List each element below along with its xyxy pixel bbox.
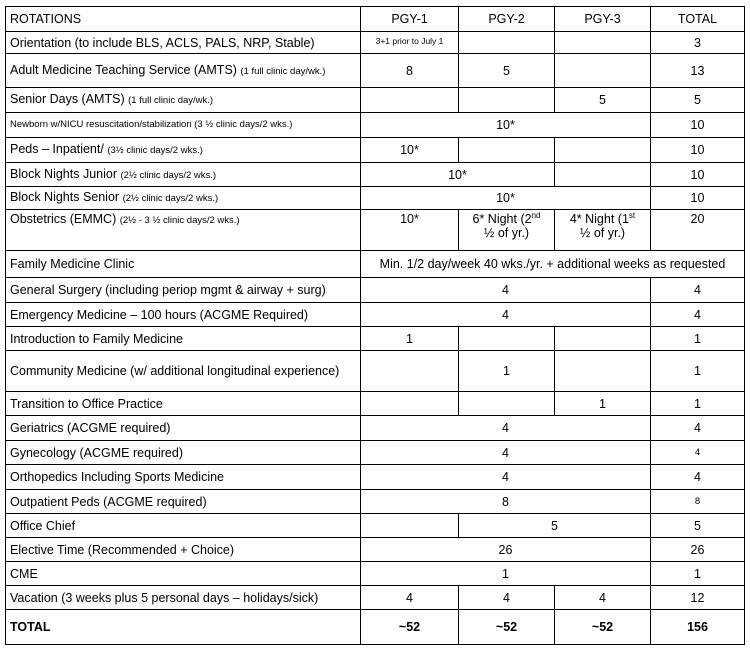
cell-pgy3: [555, 54, 651, 88]
cell-total: 4: [651, 278, 745, 303]
table-row: [6, 303, 745, 327]
row-label: Emergency Medicine – 100 hours (ACGME Required): [6, 303, 361, 327]
cell-pgy1: ~52: [361, 610, 459, 645]
table-row: [6, 490, 745, 514]
cell-total: 156: [651, 610, 745, 645]
cell-all-years: 4: [361, 416, 651, 441]
table-row: [6, 538, 745, 562]
cell-total: 4: [651, 465, 745, 490]
cell-total: 10: [651, 187, 745, 210]
cell-all-years: 4: [361, 465, 651, 490]
cell-text: ½ of yr.): [579, 226, 626, 240]
table-row: [6, 251, 745, 278]
cell-pgy1: 3+1 prior to July 1: [361, 32, 459, 54]
cell-pgy1: 10*: [361, 210, 459, 251]
table-row: [6, 514, 745, 538]
row-label: CME: [6, 562, 361, 586]
row-label: Vacation (3 weeks plus 5 personal days – holidays/sick): [6, 586, 361, 610]
row-label: [6, 88, 361, 113]
table-row: [6, 88, 745, 113]
header-row: [6, 7, 745, 32]
table-row: [6, 586, 745, 610]
row-label: General Surgery (including periop mgmt & airway + surg): [6, 278, 361, 303]
cell-pgy2: [459, 138, 555, 163]
row-label: Gynecology (ACGME required): [6, 441, 361, 465]
cell-all-years: 10*: [361, 113, 651, 138]
cell-total: 1: [651, 392, 745, 416]
table-row: [6, 163, 745, 187]
cell-pgy2: [459, 327, 555, 351]
row-label-text: Senior Days (AMTS): [10, 92, 125, 106]
cell-total: 4: [651, 303, 745, 327]
row-note: (1 full clinic day/wk.): [240, 65, 326, 77]
row-label-text: Obstetrics (EMMC): [10, 212, 117, 226]
row-label: Outpatient Peds (ACGME required): [6, 490, 361, 514]
cell-pgy2: [459, 88, 555, 113]
cell-pgy3: 1: [555, 392, 651, 416]
row-note: (1 full clinic day/wk.): [128, 95, 214, 106]
cell-total: 5: [651, 88, 745, 113]
table-row: [6, 416, 745, 441]
cell-pgy3: [555, 163, 651, 187]
cell-text: ½ of yr.): [483, 226, 530, 240]
table-row: [6, 54, 745, 88]
table-row: [6, 465, 745, 490]
header-pgy1: PGY-1: [361, 7, 459, 32]
table-row: [6, 187, 745, 210]
row-label-text: Block Nights Junior: [10, 166, 117, 181]
table-row: [6, 441, 745, 465]
cell-total: 1: [651, 562, 745, 586]
row-label: [6, 210, 361, 251]
cell-all-years: 1: [361, 562, 651, 586]
cell-pgy1: [361, 88, 459, 113]
row-label: [6, 54, 361, 88]
table-row: [6, 392, 745, 416]
cell-all-years: 26: [361, 538, 651, 562]
cell-pgy3: [555, 138, 651, 163]
cell-pgy3: [555, 327, 651, 351]
table-row: [6, 138, 745, 163]
cell-pgy3: 5: [555, 88, 651, 113]
table-row: [6, 32, 745, 54]
cell-total: 5: [651, 514, 745, 538]
cell-pgy2: 1: [459, 351, 555, 392]
row-note: (2½ clinic days/2 wks.): [120, 169, 217, 181]
row-label-text: Block Nights Senior: [10, 190, 120, 204]
cell-pgy3: ~52: [555, 610, 651, 645]
row-label: Orientation (to include BLS, ACLS, PALS, NRP, Stable): [6, 32, 361, 54]
cell-total: 8: [651, 490, 745, 514]
row-label: [6, 163, 361, 187]
cell-pgy1: [361, 392, 459, 416]
cell-total: 10: [651, 138, 745, 163]
cell-pgy1: [361, 514, 459, 538]
header-total: TOTAL: [651, 7, 745, 32]
cell-total: 26: [651, 538, 745, 562]
row-label: [6, 187, 361, 210]
cell-superscript: st: [628, 210, 636, 220]
header-rotations: ROTATIONS: [6, 7, 361, 32]
cell-pgy2: [459, 392, 555, 416]
cell-total: 3: [651, 32, 745, 54]
table-row: [6, 278, 745, 303]
table-row: [6, 562, 745, 586]
row-note: (2½ - 3 ½ clinic days/2 wks.): [119, 215, 240, 226]
table-row: [6, 351, 745, 392]
cell-pgy3: [555, 32, 651, 54]
cell-all-years: 4: [361, 278, 651, 303]
row-label: Office Chief: [6, 514, 361, 538]
cell-pgy1: [361, 351, 459, 392]
cell-total: 1: [651, 327, 745, 351]
cell-total: 20: [651, 210, 745, 251]
cell-pgy1: 4: [361, 586, 459, 610]
row-label: Transition to Office Practice: [6, 392, 361, 416]
cell-pgy1: 1: [361, 327, 459, 351]
row-label: Community Medicine (w/ additional longitudinal experience): [6, 351, 361, 392]
table-row: [6, 327, 745, 351]
cell-pgy2-pgy3: 5: [459, 514, 651, 538]
cell-pgy1: 8: [361, 54, 459, 88]
cell-pgy1: 10*: [361, 138, 459, 163]
cell-pgy3: [555, 210, 651, 251]
cell-superscript: nd: [531, 210, 541, 220]
cell-total: 12: [651, 586, 745, 610]
cell-pgy3: [555, 351, 651, 392]
row-label: Family Medicine Clinic: [6, 251, 361, 278]
cell-total: 10: [651, 163, 745, 187]
row-label: Elective Time (Recommended + Choice): [6, 538, 361, 562]
row-label: Introduction to Family Medicine: [6, 327, 361, 351]
total-row: [6, 610, 745, 645]
header-pgy2: PGY-2: [459, 7, 555, 32]
cell-pgy2: 4: [459, 586, 555, 610]
cell-all-years: Min. 1/2 day/week 40 wks./yr. + additional weeks as requested: [361, 251, 745, 278]
cell-all-years: 8: [361, 490, 651, 514]
row-label: [6, 138, 361, 163]
cell-pgy3: 4: [555, 586, 651, 610]
cell-pgy2: [459, 210, 555, 251]
cell-total: 4: [651, 441, 745, 465]
row-note: (3½ clinic days/2 wks.): [107, 145, 203, 156]
row-note: (2½ clinic days/2 wks.): [122, 193, 219, 204]
cell-text: 4* Night (1: [569, 212, 629, 226]
cell-all-years: 10*: [361, 187, 651, 210]
cell-all-years: 4: [361, 303, 651, 327]
row-label: Geriatrics (ACGME required): [6, 416, 361, 441]
rotations-table: [5, 6, 745, 645]
cell-text: 6* Night (2: [472, 212, 532, 226]
cell-total: 1: [651, 351, 745, 392]
cell-total: 13: [651, 54, 745, 88]
header-pgy3: PGY-3: [555, 7, 651, 32]
cell-pgy2: 5: [459, 54, 555, 88]
row-label: Orthopedics Including Sports Medicine: [6, 465, 361, 490]
cell-total: 4: [651, 416, 745, 441]
row-label: Newborn w/NICU resuscitation/stabilization (3 ½ clinic days/2 wks.): [6, 113, 361, 138]
cell-pgy2: [459, 32, 555, 54]
cell-pgy1-pgy2: 10*: [361, 163, 555, 187]
table-row: [6, 113, 745, 138]
cell-pgy2: ~52: [459, 610, 555, 645]
cell-all-years: 4: [361, 441, 651, 465]
row-label: TOTAL: [6, 610, 361, 645]
table-row: [6, 210, 745, 251]
cell-total: 10: [651, 113, 745, 138]
row-label-text: Adult Medicine Teaching Service (AMTS): [10, 62, 237, 77]
row-label-text: Peds – Inpatient/: [10, 142, 104, 156]
